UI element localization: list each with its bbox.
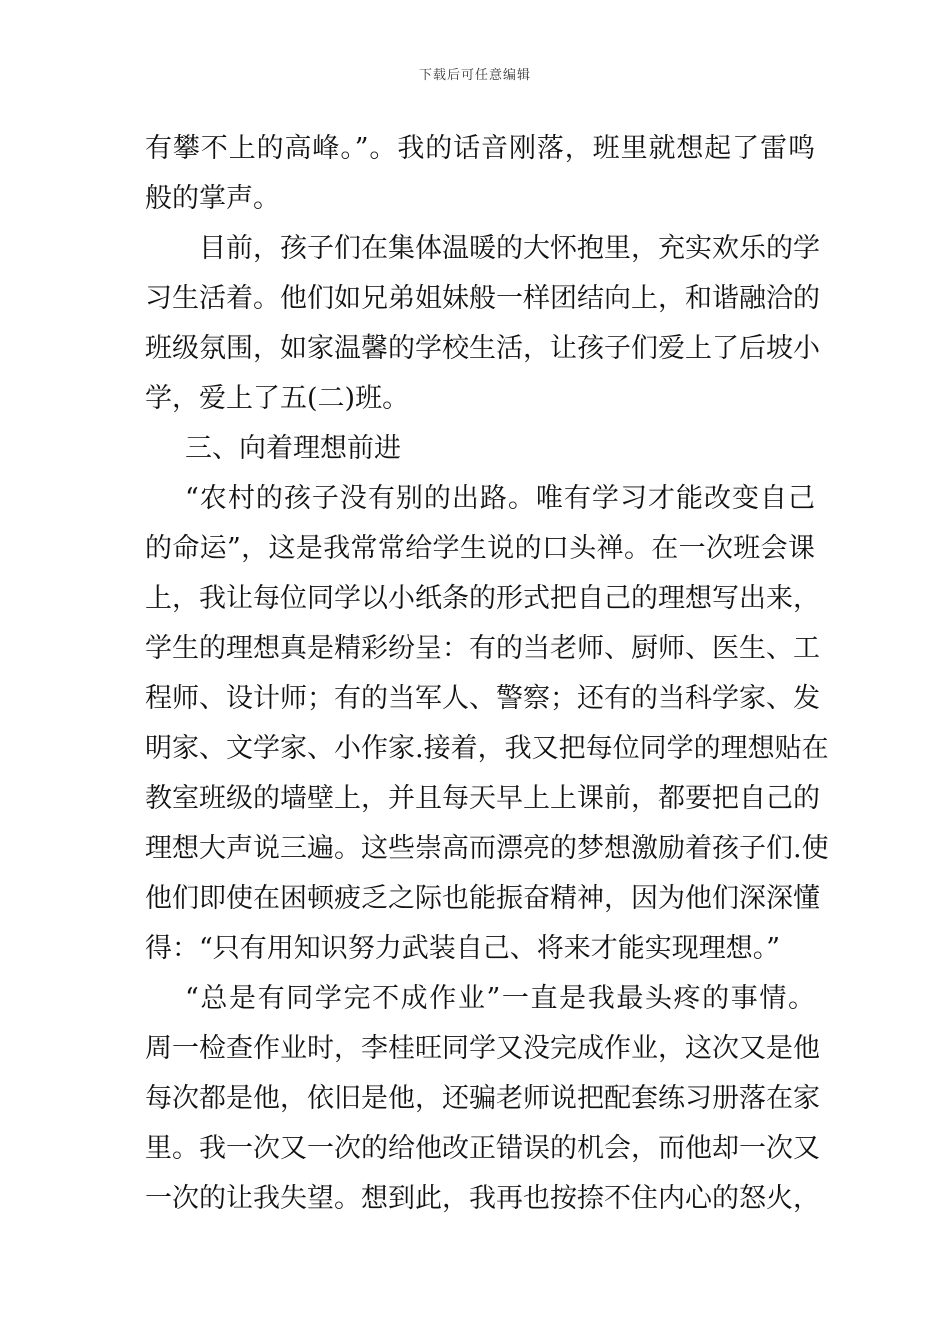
text-line: 里。我一次又一次的给他改正错误的机会，而他却一次又: [145, 1133, 820, 1164]
text-line: 学生的理想真是精彩纷呈：有的当老师、厨师、医生、工: [145, 633, 820, 664]
text-line: 明家、文学家、小作家.接着，我又把每位同学的理想贴在: [145, 733, 829, 764]
text-line: 每次都是他，依旧是他，还骗老师说把配套练习册落在家: [145, 1083, 820, 1114]
text-line: 有攀不上的高峰。”。我的话音刚落，班里就想起了雷鸣: [145, 133, 815, 164]
text-line: 教室班级的墙壁上，并且每天早上上课前，都要把自己的: [145, 783, 820, 814]
text-line: “总是有同学完不成作业”一直是我最头疼的事情。: [185, 983, 815, 1014]
text-line: 得：“只有用知识努力武装自己、将来才能实现理想。”: [145, 933, 781, 964]
text-line: 上，我让每位同学以小纸条的形式把自己的理想写出来，: [145, 583, 820, 614]
text-line: 学，爱上了五(二)班。: [145, 383, 410, 414]
text-line: “农村的孩子没有别的出路。唯有学习才能改变自己: [185, 483, 815, 514]
text-line: 理想大声说三遍。这些崇高而漂亮的梦想激励着孩子们.使: [145, 833, 829, 864]
section-heading: 三、向着理想前进: [185, 433, 401, 464]
text-line: 程师、设计师；有的当军人、警察；还有的当科学家、发: [145, 683, 820, 714]
page-header: 下载后可任意编辑: [418, 68, 531, 83]
text-line: 周一检查作业时，李桂旺同学又没完成作业，这次又是他: [145, 1033, 820, 1064]
text-line: 的命运”，这是我常常给学生说的口头禅。在一次班会课: [145, 533, 815, 564]
document-body: [145, 124, 829, 1224]
text-line: 般的掌声。: [145, 183, 280, 214]
text-line: 一次的让我失望。想到此，我再也按捺不住内心的怒火，: [145, 1183, 820, 1214]
text-line: 班级氛围，如家温馨的学校生活，让孩子们爱上了后坡小: [145, 333, 820, 364]
text-line: 习生活着。他们如兄弟姐妹般一样团结向上，和谐融洽的: [145, 283, 820, 314]
text-line: 他们即使在困顿疲乏之际也能振奋精神，因为他们深深懂: [145, 883, 820, 914]
text-line: 目前，孩子们在集体温暖的大怀抱里，充实欢乐的学: [199, 233, 820, 264]
